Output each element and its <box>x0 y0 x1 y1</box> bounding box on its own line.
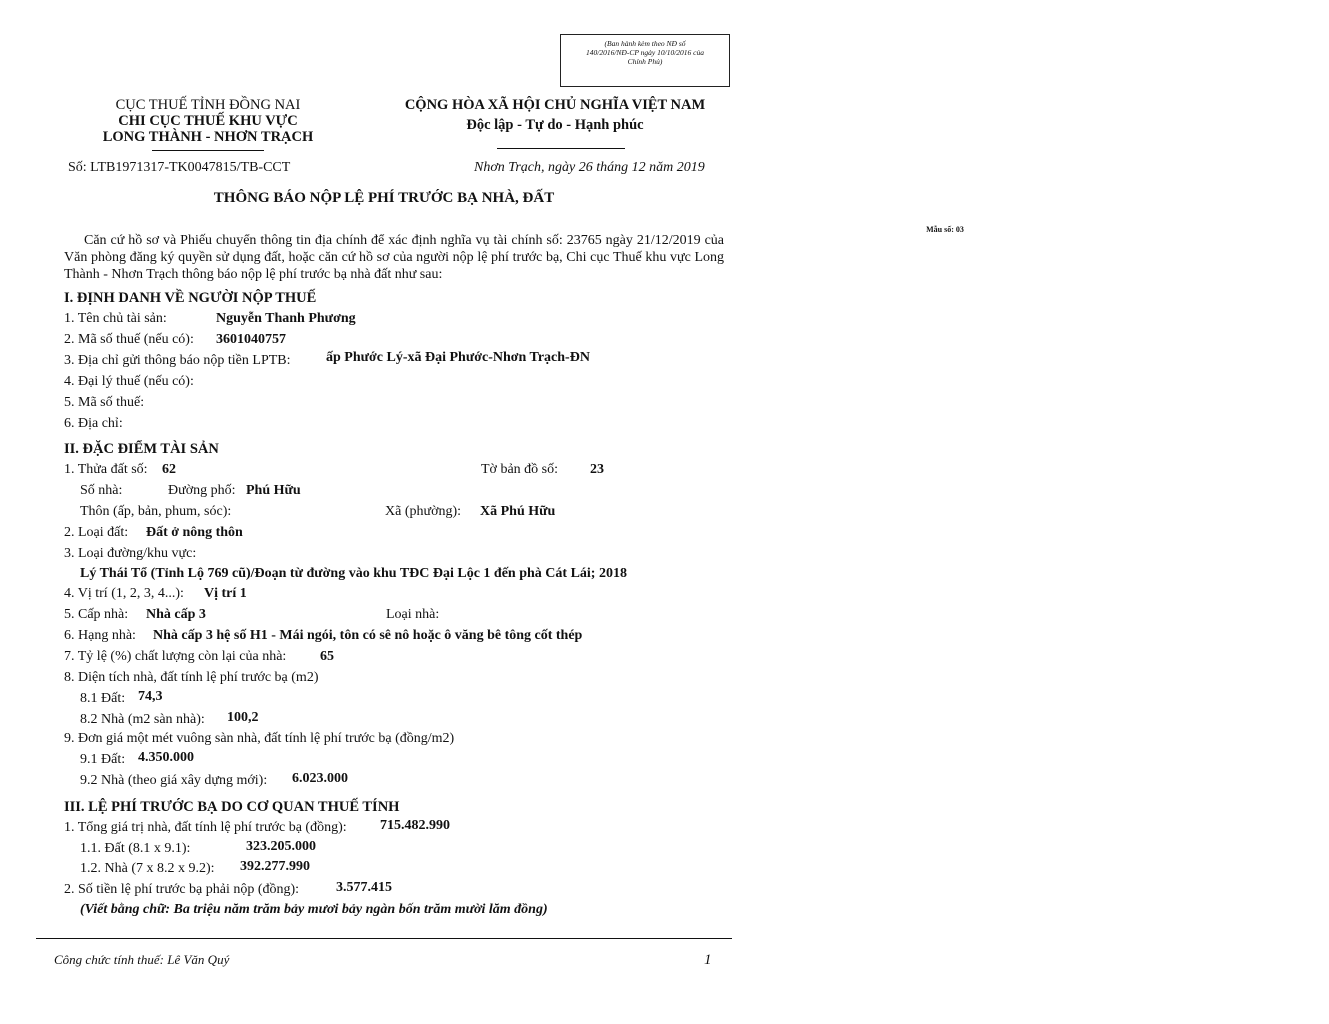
price-house-label: 9.2 Nhà (theo giá xây dựng mới): <box>80 773 268 788</box>
hamlet-label: Thôn (ấp, bản, phum, sóc): <box>80 504 232 519</box>
street-value: Phú Hữu <box>246 483 301 498</box>
ward-value: Xã Phú Hữu <box>480 504 556 519</box>
price-house-value: 6.023.000 <box>292 771 348 786</box>
issuer-line2: CHI CỤC THUẾ KHU VỰC <box>118 113 298 129</box>
tax-code-label: 2. Mã số thuế (nếu có): <box>64 332 194 347</box>
fee-in-words: (Viết bằng chữ: Ba triệu năm trăm bảy mươi bảy ngàn bốn trăm mười lăm đồng) <box>80 902 548 917</box>
house-class-value: Nhà cấp 3 hệ số H1 - Mái ngói, tôn có sê nô hoặc ô văng bê tông cốt thép <box>153 628 583 643</box>
issuer-header <box>58 97 358 145</box>
national-motto-line2: Độc lập - Tự do - Hạnh phúc <box>466 117 644 133</box>
address-label: 3. Địa chỉ gửi thông báo nộp tiền LPTB: <box>64 353 291 368</box>
parcel-label: 1. Thửa đất số: <box>64 462 148 477</box>
land-type-label: 2. Loại đất: <box>64 525 129 540</box>
national-header <box>370 97 740 133</box>
issuer-line3: LONG THÀNH - NHƠN TRẠCH <box>102 129 314 145</box>
road-value: Lý Thái Tổ (Tỉnh Lộ 769 cũ)/Đoạn từ đường vào khu TĐC Đại Lộc 1 đến phà Cát Lái; 2018 <box>80 566 627 581</box>
ward-label: Xã (phường): <box>385 504 462 519</box>
land-calc-value: 323.205.000 <box>246 839 316 854</box>
position-label: 4. Vị trí (1, 2, 3, 4...): <box>64 586 184 601</box>
form-note-line2: 140/2016/NĐ-CP ngày 10/10/2016 của <box>586 48 704 57</box>
issue-date: Nhơn Trạch, ngày 26 tháng 12 năm 2019 <box>474 160 705 175</box>
price-land-label: 9.1 Đất: <box>80 752 126 767</box>
quality-value: 65 <box>320 649 334 664</box>
address-value: ấp Phước Lý-xã Đại Phước-Nhơn Trạch-ĐN <box>326 350 590 365</box>
total-value: 715.482.990 <box>380 818 450 833</box>
reference-number: Số: LTB1971317-TK0047815/TB-CCT <box>68 160 291 175</box>
national-motto-line1: CỘNG HÒA XÃ HỘI CHỦ NGHĨA VIỆT NAM <box>404 97 706 113</box>
street-label: Đường phố: <box>168 483 236 498</box>
area-land-value: 74,3 <box>138 689 163 704</box>
parcel-value: 62 <box>162 462 176 477</box>
page-number: 1 <box>704 952 712 968</box>
tax-code-value: 3601040757 <box>216 332 286 347</box>
house-grade-label: 5. Cấp nhà: <box>64 607 129 622</box>
form-note-line1: (Ban hành kèm theo NĐ số <box>604 39 686 48</box>
footer-divider <box>36 938 732 939</box>
house-calc-label: 1.2. Nhà (7 x 8.2 x 9.2): <box>80 861 215 876</box>
house-number-label: Số nhà: <box>80 483 123 498</box>
tax-agent-label: 4. Đại lý thuế (nếu có): <box>64 374 194 389</box>
fee-value: 3.577.415 <box>336 880 392 895</box>
house-type-label: Loại nhà: <box>386 607 440 622</box>
area-label: 8. Diện tích nhà, đất tính lệ phí trước bạ (m2) <box>64 670 319 685</box>
fee-label: 2. Số tiền lệ phí trước bạ phải nộp (đồng): <box>64 882 300 897</box>
section2-heading: II. ĐẶC ĐIỂM TÀI SẢN <box>64 441 219 457</box>
area-land-label: 8.1 Đất: <box>80 691 126 706</box>
tax-officer: Công chức tính thuế: Lê Văn Quý <box>54 952 230 967</box>
house-class-label: 6. Hạng nhà: <box>64 628 136 643</box>
owner-label: 1. Tên chủ tài sản: <box>64 311 167 326</box>
intro-paragraph: Căn cứ hồ sơ và Phiếu chuyển thông tin địa chính để xác định nghĩa vụ tài chính số: 23765 ngày 21/12/2019 của Văn phòng đăng ký quyền sử dụng đất, hoặc căn cứ hồ sơ của người nộp lệ phí trước bạ, Chi cục Thuế khu vực Long Thành - Nhơn Trạch thông báo nộp lệ phí trước bạ nhà đất như sau: <box>64 233 724 282</box>
position-value: Vị trí 1 <box>204 586 247 601</box>
price-land-value: 4.350.000 <box>138 750 194 765</box>
map-sheet-value: 23 <box>590 462 604 477</box>
house-calc-value: 392.277.990 <box>240 859 310 874</box>
quality-label: 7. Tỷ lệ (%) chất lượng còn lại của nhà: <box>64 649 287 664</box>
house-grade-value: Nhà cấp 3 <box>146 607 206 622</box>
motto-underline <box>497 148 625 149</box>
map-sheet-label: Tờ bản đồ số: <box>481 462 559 477</box>
road-label: 3. Loại đường/khu vực: <box>64 546 197 561</box>
issuer-underline <box>152 150 264 151</box>
agent-tax-code-label: 5. Mã số thuế: <box>64 395 145 410</box>
area-house-value: 100,2 <box>227 710 259 725</box>
section3-heading: III. LỆ PHÍ TRƯỚC BẠ DO CƠ QUAN THUẾ TÍNH <box>64 799 400 815</box>
total-value-label: 1. Tổng giá trị nhà, đất tính lệ phí trước bạ (đồng): <box>64 820 347 835</box>
form-note-line3: Chính Phủ) <box>627 57 663 66</box>
document-title: THÔNG BÁO NỘP LỆ PHÍ TRƯỚC BẠ NHÀ, ĐẤT <box>213 190 555 206</box>
land-type-value: Đất ở nông thôn <box>146 525 243 540</box>
issuer-line1: CỤC THUẾ TỈNH ĐỒNG NAI <box>115 97 301 113</box>
owner-value: Nguyễn Thanh Phương <box>216 311 356 326</box>
unit-price-label: 9. Đơn giá một mét vuông sàn nhà, đất tính lệ phí trước bạ (đồng/m2) <box>64 731 455 746</box>
section1-heading: I. ĐỊNH DANH VỀ NGƯỜI NỘP THUẾ <box>64 290 317 306</box>
area-house-label: 8.2 Nhà (m2 sàn nhà): <box>80 712 205 727</box>
agent-address-label: 6. Địa chỉ: <box>64 416 123 431</box>
land-calc-label: 1.1. Đất (8.1 x 9.1): <box>80 841 191 856</box>
form-number: Mẫu số: 03 <box>926 225 964 234</box>
